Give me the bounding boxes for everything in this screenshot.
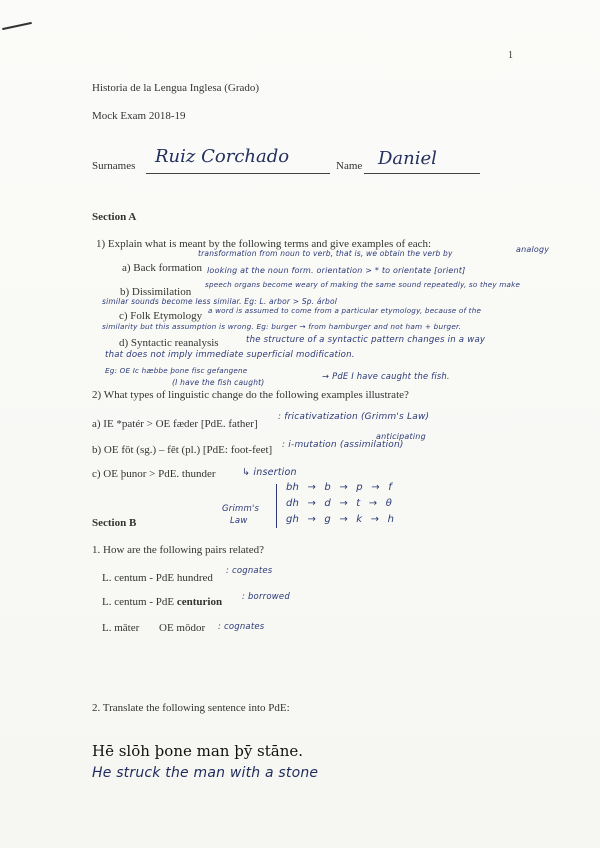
name-line	[364, 173, 480, 174]
dissimilation-note-1: speech organs become weary of making the same sound repeatedly, so they make	[205, 280, 521, 289]
surnames-label: Surnames	[92, 160, 136, 172]
reanalysis-note-2: that does not imply immediate superficial modification.	[105, 350, 355, 360]
reanalysis-note-3b: → PdE I have caught the fish.	[322, 371, 450, 381]
pair-3-answer: : cognates	[218, 622, 265, 632]
corner-pen-mark	[2, 22, 32, 30]
old-english-sentence: Hē slōh þone man þȳ stāne.	[92, 742, 304, 760]
section-a-question-1: 1) Explain what is meant by the following terms and give examples of each:	[96, 238, 432, 250]
pair-3-left: L. māter	[102, 622, 140, 634]
grimm-brace	[276, 484, 277, 528]
name-value[interactable]: Daniel	[378, 148, 437, 169]
folk-etymology-note-2: similarity but this assumption is wrong. Eg: burger → from hamburger and not ham + burger.	[102, 322, 462, 331]
surnames-line	[146, 173, 330, 174]
pair-3-right: OE mōdor	[159, 622, 206, 634]
back-formation-note-2: looking at the noun form. orientation > * to orientate [orient]	[207, 266, 466, 275]
course-title: Historia de la Lengua Inglesa (Grado)	[92, 82, 260, 94]
dissimilation-label: b) Dissimilation	[120, 286, 192, 298]
example-b-answer: : i-mutation (assimilation)	[282, 440, 404, 450]
pair-2-answer: : borrowed	[242, 592, 290, 602]
back-formation-label: a) Back formation	[122, 262, 203, 274]
page-number: 1	[508, 50, 513, 61]
folk-etymology-note-1: a word is assumed to come from a particular etymology, because of the	[208, 306, 482, 315]
reanalysis-note-1: the structure of a syntactic pattern changes in a way	[246, 335, 486, 345]
example-a-answer: : fricativatization (Grimm's Law)	[278, 412, 430, 422]
folk-etymology-label: c) Folk Etymology	[119, 310, 203, 322]
grimm-row-2: dh → d → t → θ	[286, 498, 393, 509]
pair-2-bold: centurion	[176, 596, 223, 608]
example-b: b) OE fōt (sg.) – fēt (pl.) [PdE: foot-feet]	[92, 444, 273, 456]
pair-2-prefix: L. centum - PdE	[102, 596, 175, 608]
section-a-question-2: 2) What types of linguistic change do the following examples illustrate?	[92, 389, 409, 401]
reanalysis-label: d) Syntactic reanalysis	[119, 337, 219, 349]
example-b-answer-top: anticipating	[376, 432, 426, 441]
pair-2	[102, 596, 222, 608]
exam-title: Mock Exam 2018-19	[92, 110, 186, 122]
pair-1-answer: : cognates	[226, 566, 273, 576]
surnames-value[interactable]: Ruiz Corchado	[155, 146, 290, 167]
back-formation-note-1b: analogy	[516, 245, 550, 254]
section-a-heading: Section A	[92, 211, 137, 223]
grimm-row-1: bh → b → p → f	[286, 482, 392, 493]
pair-1: L. centum - PdE hundred	[102, 572, 213, 584]
example-c-answer: ↳ insertion	[242, 467, 297, 478]
back-formation-note-1: transformation from noun to verb, that is, we obtain the verb by	[198, 249, 453, 258]
grimm-row-3: gh → g → k → h	[286, 514, 395, 525]
reanalysis-note-3: Eg: OE Ic hæbbe þone fisc gefangene	[105, 366, 248, 375]
reanalysis-note-4: (I have the fish caught)	[172, 378, 265, 387]
dissimilation-note-2: similar sounds become less similar. Eg: L. arbor > Sp. árbol	[102, 297, 338, 306]
section-b-heading: Section B	[92, 517, 137, 529]
grimm-label-1: Grimm's	[222, 504, 260, 514]
name-label: Name	[336, 160, 363, 172]
example-c: c) OE þunor > PdE. thunder	[92, 468, 216, 480]
section-b-question-2: 2. Translate the following sentence into PdE:	[92, 702, 290, 714]
example-a: a) IE *patér > OE fæder [PdE. father]	[92, 418, 258, 430]
translation-answer[interactable]: He struck the man with a stone	[92, 765, 319, 781]
grimm-label-2: Law	[230, 516, 248, 526]
section-b-question-1: 1. How are the following pairs related?	[92, 544, 264, 556]
